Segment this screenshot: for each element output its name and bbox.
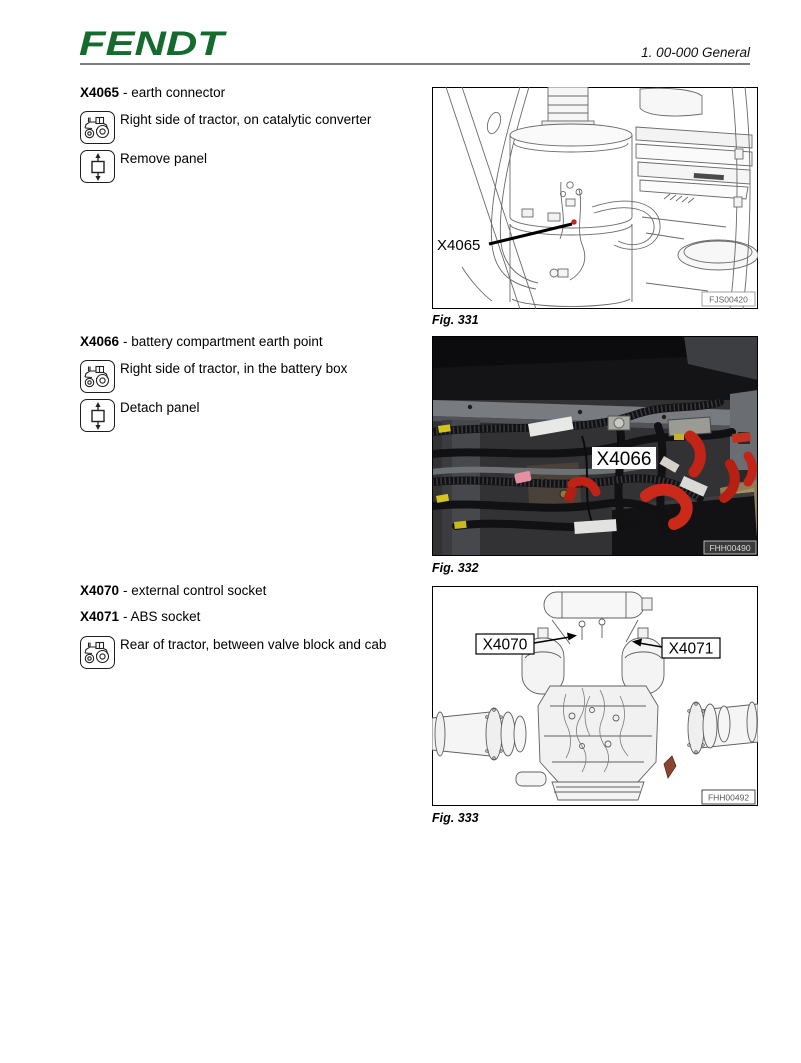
- fig-label-x4071: X4071: [668, 640, 714, 658]
- header-divider: [80, 63, 750, 65]
- earth-connector-marker: [571, 219, 576, 224]
- fig-332-caption: Fig. 332: [432, 561, 479, 575]
- connector-code: X4065: [80, 85, 120, 100]
- fig-331-illustration: [432, 87, 758, 309]
- tractor-icon: [80, 636, 115, 669]
- location-row: [80, 111, 371, 144]
- location-text: Right side of tractor, in the battery box: [120, 361, 348, 376]
- action-row: [80, 399, 200, 432]
- figure-333: [432, 586, 758, 806]
- fig-333-watermark: FHH00492: [707, 792, 750, 803]
- entry-x4070: [80, 583, 266, 598]
- fendt-logo: FENDT: [79, 24, 224, 63]
- header-section-title: 1. 00-000 General: [641, 45, 750, 60]
- fig-332-watermark: FHH00490: [709, 543, 751, 553]
- location-text: Right side of tractor, on catalytic converter: [120, 112, 372, 127]
- connector-description: - ABS socket: [123, 609, 201, 624]
- fig-label-x4070: X4070: [482, 636, 528, 654]
- figure-331: [432, 87, 758, 309]
- fig-333-caption: Fig. 333: [432, 811, 479, 825]
- figure-332: [432, 336, 758, 556]
- tractor-icon: [80, 360, 115, 393]
- fig-333-illustration: [432, 586, 758, 806]
- connector-code: X4070: [80, 583, 120, 598]
- fig-label-x4065: X4065: [437, 237, 481, 254]
- panel-remove-icon: [80, 150, 115, 183]
- panel-detach-icon: [80, 399, 115, 432]
- action-text: Remove panel: [120, 151, 208, 166]
- location-text: Rear of tractor, between valve block and cab: [120, 637, 387, 652]
- location-row: [80, 636, 386, 669]
- connector-code: X4071: [80, 609, 120, 624]
- fig-331-caption: Fig. 331: [432, 313, 479, 327]
- fig-332-photo: [432, 336, 758, 556]
- connector-description: - earth connector: [123, 85, 226, 100]
- connector-description: - battery compartment earth point: [123, 334, 323, 349]
- fig-label-x4066: X4066: [596, 449, 652, 470]
- connector-code: X4066: [80, 334, 120, 349]
- action-text: Detach panel: [120, 400, 200, 415]
- connector-description: - external control socket: [123, 583, 267, 598]
- entry-x4071: [80, 609, 200, 624]
- tractor-icon: [80, 111, 115, 144]
- entry-x4065: [80, 85, 225, 100]
- location-row: [80, 360, 347, 393]
- fig-331-watermark: FJS00420: [709, 294, 748, 305]
- action-row: [80, 150, 207, 183]
- entry-x4066: [80, 334, 323, 349]
